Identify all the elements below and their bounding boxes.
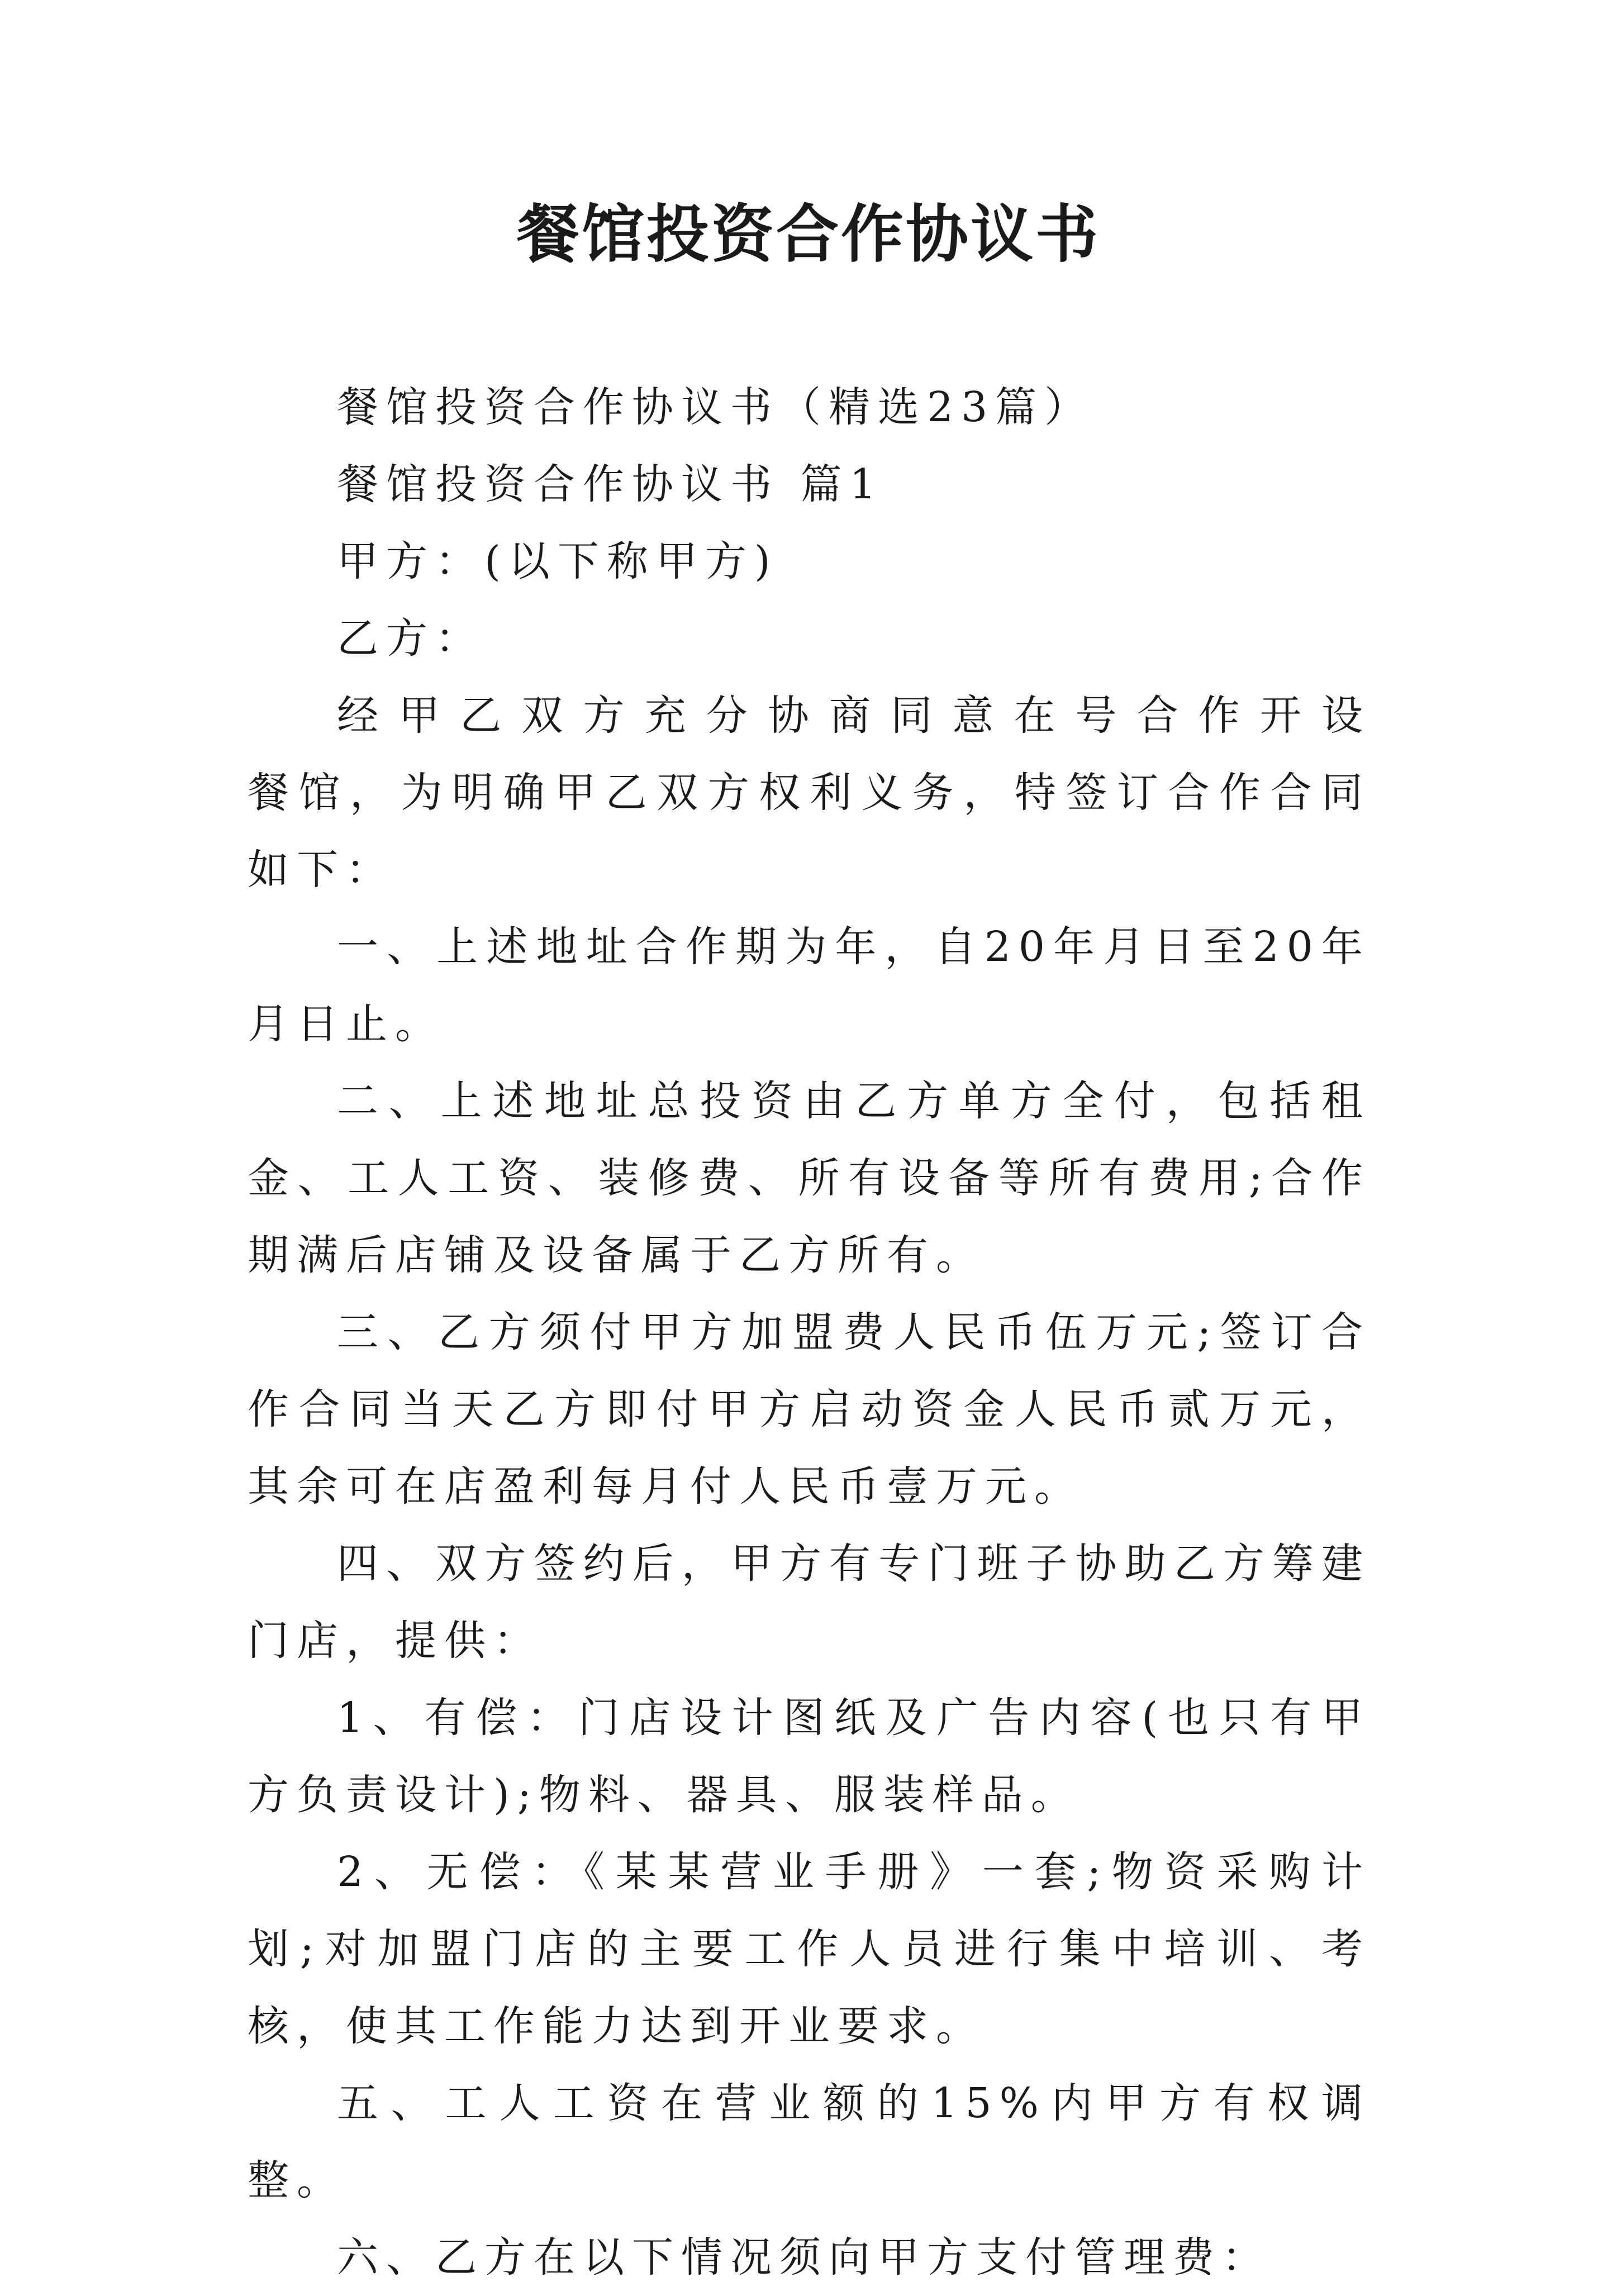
paragraph-clause-4-item-1: 1、有偿：门店设计图纸及广告内容(也只有甲方负责设计);物料、器具、服装样品。 [248, 1694, 1371, 1819]
paragraph-section-heading: 餐馆投资合作协议书 篇1 [337, 460, 884, 508]
paragraph-party-b: 乙方： [337, 615, 484, 663]
paragraph-clause-2: 二、上述地址总投资由乙方单方全付，包括租金、工人工资、装修费、所有设备等所有费用;合作期满后店铺及设备属于乙方所有。 [248, 1077, 1371, 1279]
paragraph-clause-6: 六、乙方在以下情况须向甲方支付管理费： [337, 2233, 1271, 2281]
document-title: 餐馆投资合作协议书 [517, 198, 1100, 271]
document-body [248, 369, 1616, 2296]
paragraph-subtitle: 餐馆投资合作协议书（精选23篇） [337, 383, 1094, 431]
paragraph-clause-3: 三、乙方须付甲方加盟费人民币伍万元;签订合作合同当天乙方即付甲方启动资金人民币贰万元，其余可在店盈利每月付人民币壹万元。 [248, 1308, 1371, 1511]
paragraph-party-a: 甲方：(以下称甲方) [337, 537, 778, 585]
paragraph-clause-4-item-2: 2、无偿：《某某营业手册》一套;物资采购计划;对加盟门店的主要工作人员进行集中培训、考核，使其工作能力达到开业要求。 [248, 1848, 1371, 2050]
paragraph-clause-1: 一、上述地址合作期为年，自20年月日至20年月日止。 [248, 923, 1371, 1048]
paragraph-preamble: 经甲乙双方充分协商同意在号合作开设 餐馆，为明确甲乙双方权利义务，特签订合作合同如下： [248, 692, 1616, 894]
paragraph-clause-4: 四、双方签约后，甲方有专门班子协助乙方筹建门店，提供： [248, 1540, 1371, 1665]
paragraph-clause-5: 五、工人工资在营业额的15%内甲方有权调整。 [248, 2079, 1371, 2204]
